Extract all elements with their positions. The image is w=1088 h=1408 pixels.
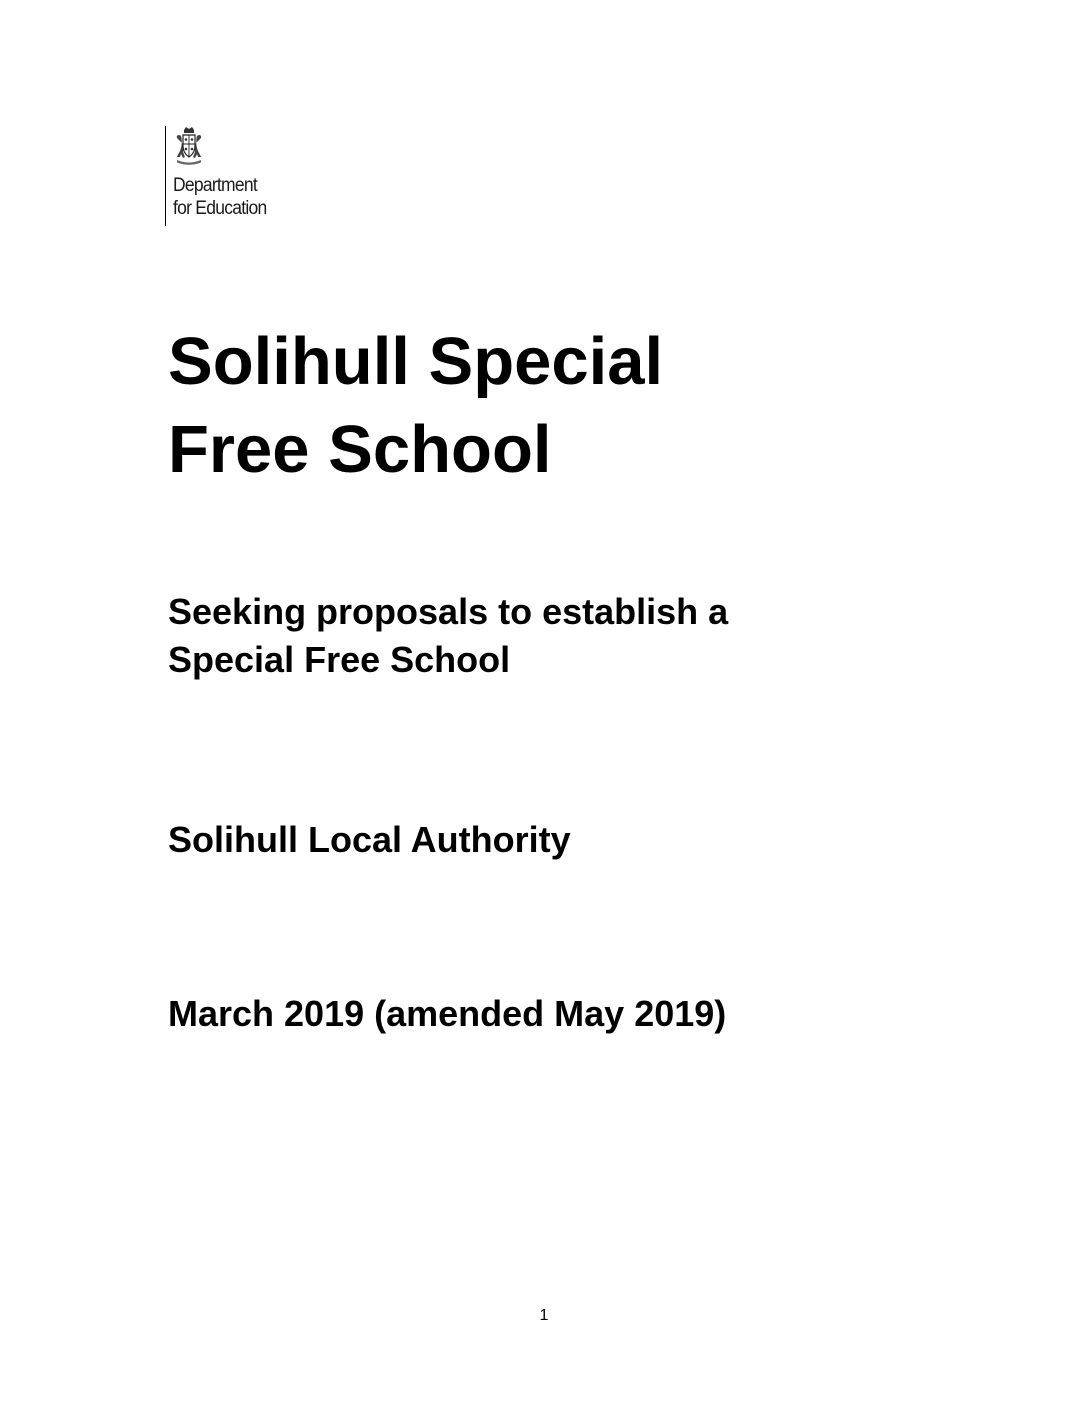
subtitle-line-1: Seeking proposals to establish a (168, 591, 729, 632)
title-line-1: Solihull Special (168, 324, 664, 399)
document-subtitle (168, 588, 728, 684)
logo-line-for-education: for Education (173, 198, 267, 219)
subtitle-line-2: Special Free School (168, 639, 511, 680)
document-title (168, 318, 663, 494)
title-line-2: Free School (168, 412, 552, 487)
authority-heading: Solihull Local Authority (168, 819, 571, 860)
royal-coat-of-arms-icon (173, 126, 205, 166)
logo-text (173, 174, 266, 220)
publication-date: March 2019 (amended May 2019) (168, 993, 727, 1034)
logo-divider (165, 126, 166, 226)
page-number: 1 (539, 1307, 549, 1324)
department-for-education-logo (165, 126, 275, 226)
logo-line-department: Department (173, 175, 257, 196)
logo-body (173, 126, 275, 226)
